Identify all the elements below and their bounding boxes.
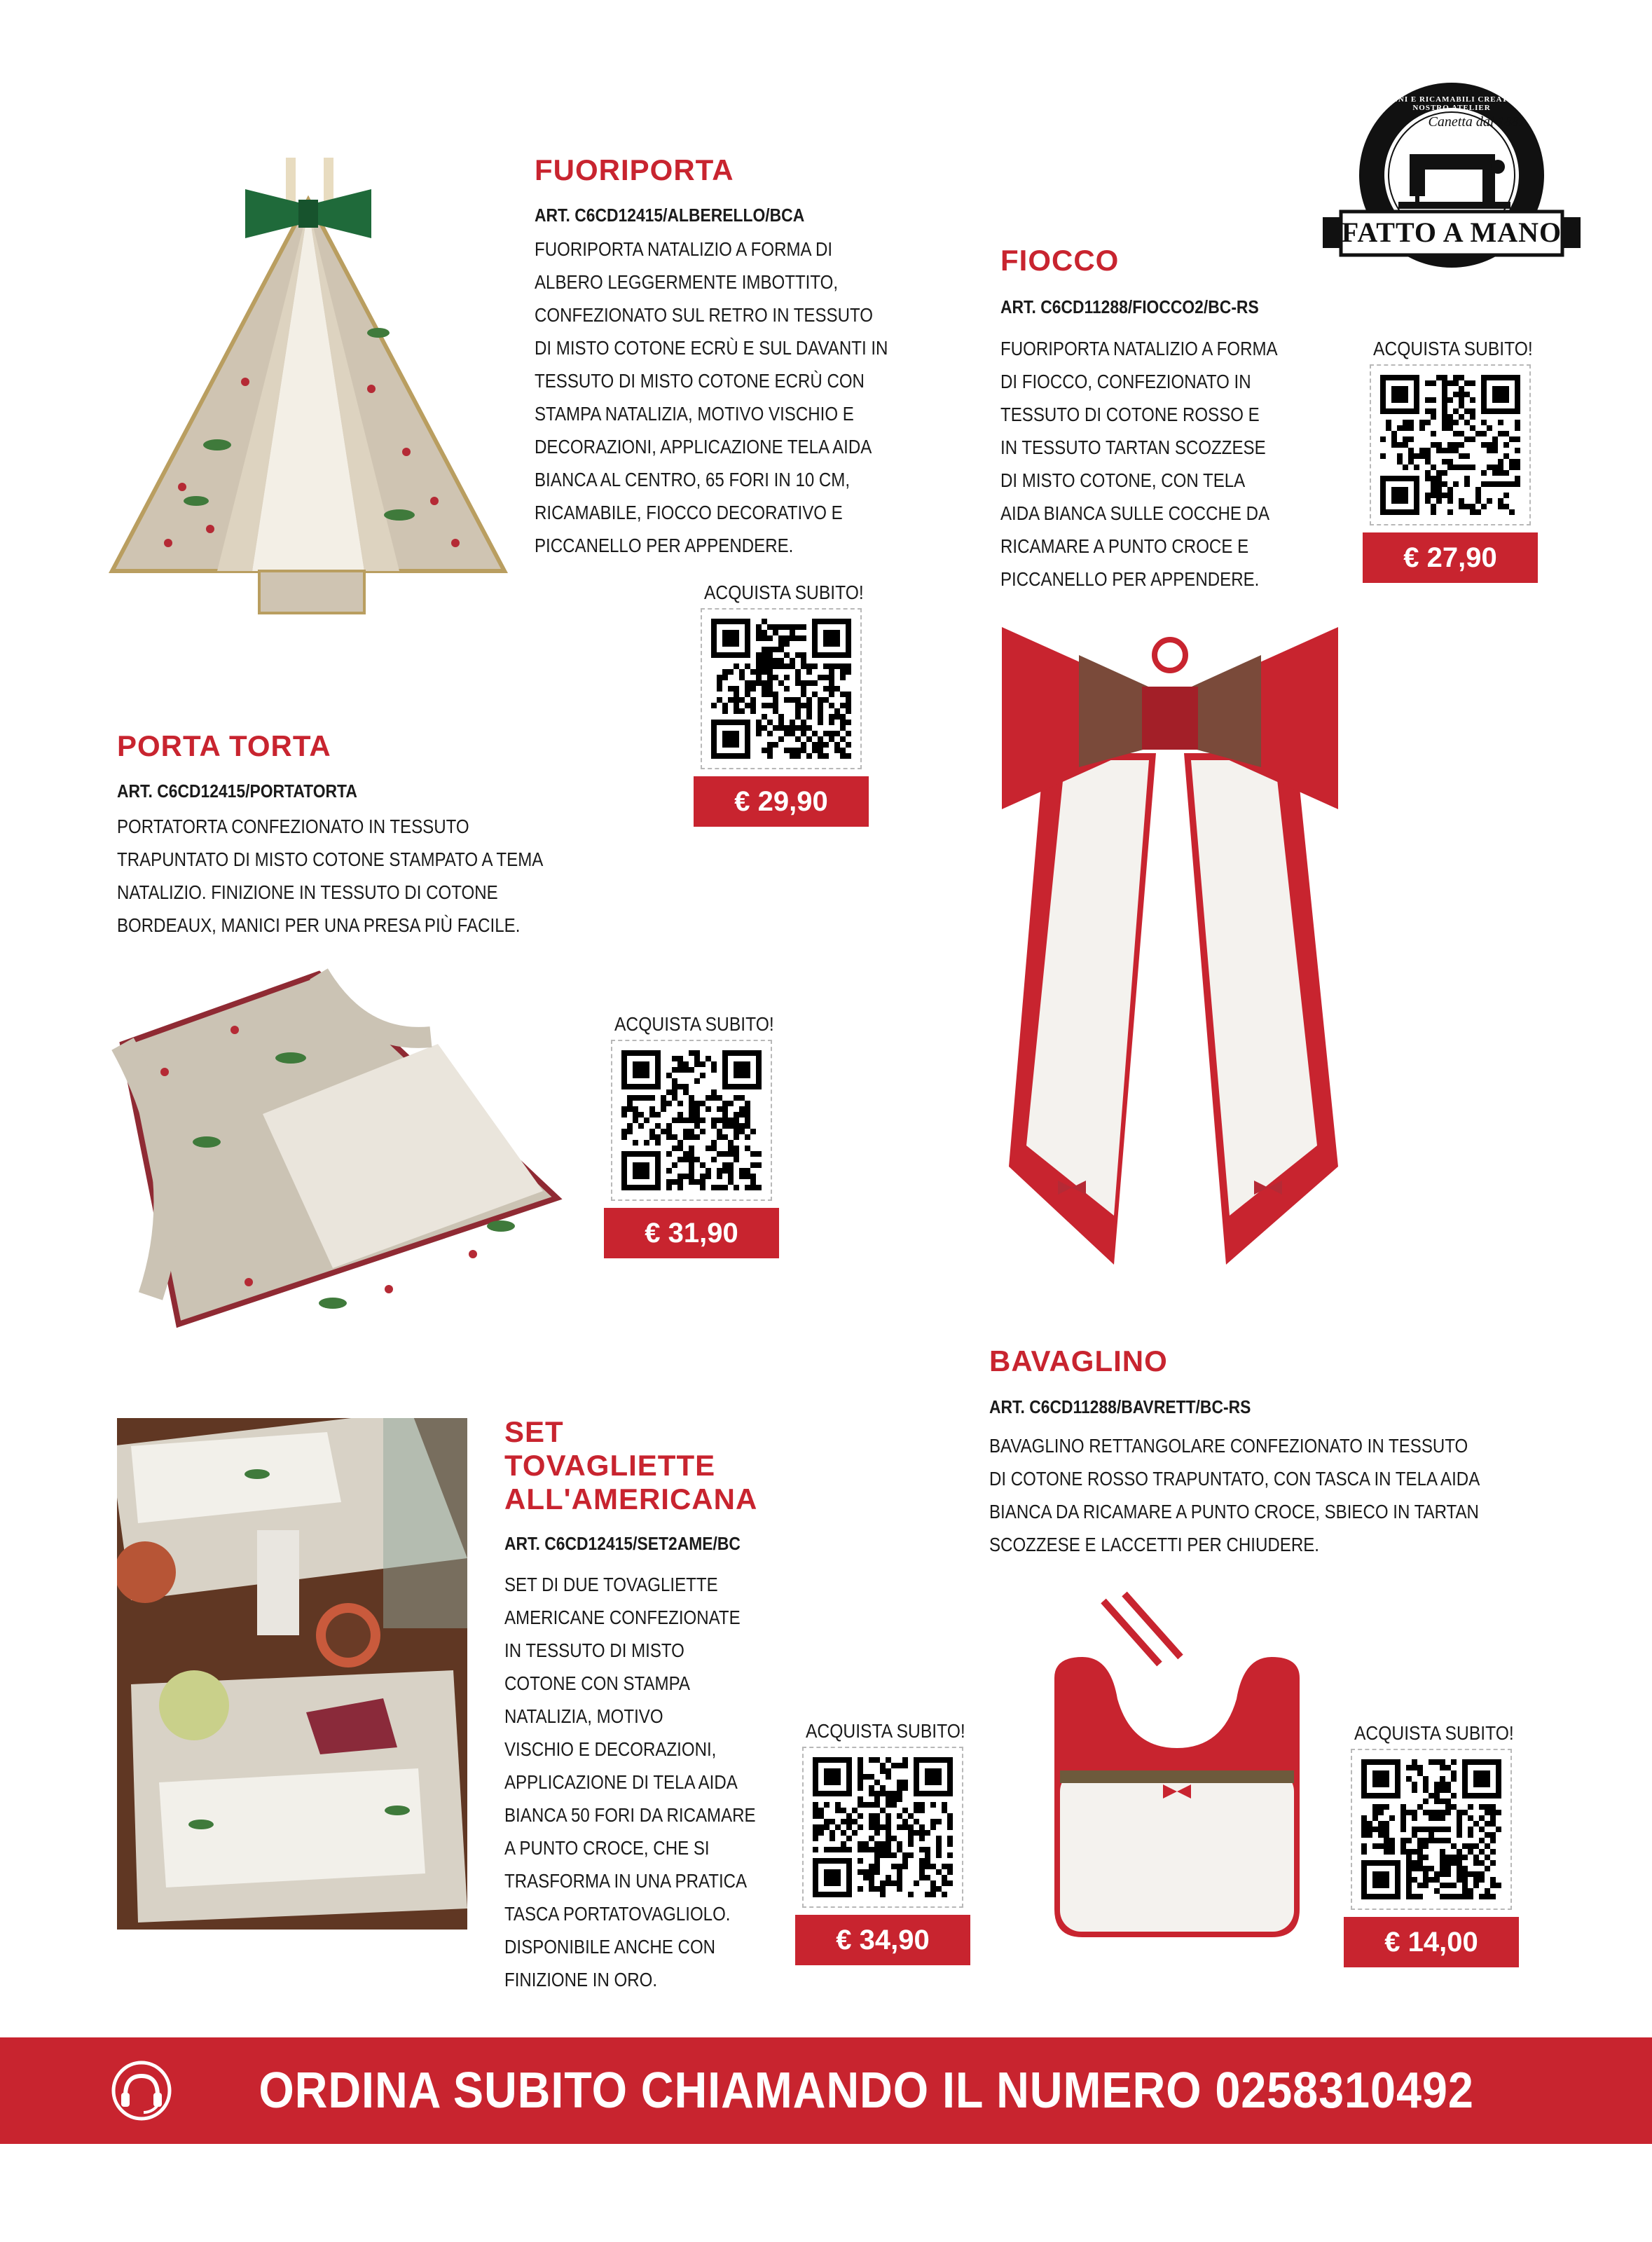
set-tovagliette-title: SET TOVAGLIETTE ALL'AMERICANA xyxy=(504,1415,758,1515)
bavaglino-description: BAVAGLINO RETTANGOLARE CONFEZIONATO IN TESSUTO DI COTONE ROSSO TRAPUNTATO, CON TASCA IN TELA AIDA BIANCA DA RICAMARE A PUNTO CROCE, SBIECO IN TARTAN SCOZZESE E LACCETTI PER CHIUDERE. xyxy=(989,1435,1480,1555)
qr-code-icon[interactable] xyxy=(1351,1749,1512,1910)
set-tovagliette-art-code: ART. C6CD12415/SET2AME/BC xyxy=(504,1533,741,1554)
acquista-subito-label: ACQUISTA SUBITO! xyxy=(614,1013,774,1035)
portatorta-title: PORTA TORTA xyxy=(117,729,331,762)
logo-signature: Canetta dal 1881 xyxy=(1428,114,1526,130)
acquista-subito-label: ACQUISTA SUBITO! xyxy=(1354,1722,1514,1744)
portatorta-product-image xyxy=(109,960,571,1338)
portatorta-art-code: ART. C6CD12415/PORTATORTA xyxy=(117,780,357,802)
fuoriporta-product-image xyxy=(105,151,518,634)
portatorta-price[interactable]: € 31,90 xyxy=(604,1208,779,1258)
fuoriporta-title: FUORIPORTA xyxy=(535,153,734,186)
bavaglino-price[interactable]: € 14,00 xyxy=(1344,1917,1519,1967)
bavaglino-art-code: ART. C6CD11288/BAVRETT/BC-RS xyxy=(989,1396,1251,1417)
portatorta-description: PORTATORTA CONFEZIONATO IN TESSUTO TRAPUNTATO DI MISTO COTONE STAMPATO A TEMA NATALIZIO. FINIZIONE IN TESSUTO DI COTONE BORDEAUX, MANICI PER UNA PRESA PIÙ FACILE. xyxy=(117,816,544,936)
order-phone-text: ORDINA SUBITO CHIAMANDO IL NUMERO 0258310492 xyxy=(259,2063,1475,2119)
qr-code-icon[interactable] xyxy=(701,608,862,769)
set-tovagliette-description: SET DI DUE TOVAGLIETTE AMERICANE CONFEZIONATE IN TESSUTO DI MISTO COTONE CON STAMPA NATALIZIA, MOTIVO VISCHIO E DECORAZIONI, APPLICAZIONE DI TELA AIDA BIANCA 50 FORI DA RICAMARE A PUNTO CROCE, CHE SI TRASFORMA IN UNA PRATICA TASCA PORTATOVAGLIOLO. DISPONIBILE ANCHE CON FINIZIONE IN ORO. xyxy=(504,1574,756,1990)
fuoriporta-buy-block xyxy=(694,582,869,827)
acquista-subito-label: ACQUISTA SUBITO! xyxy=(704,582,864,603)
set-tovagliette-product-image xyxy=(117,1418,467,1930)
set-tovagliette-buy-block xyxy=(795,1720,970,1965)
fuoriporta-price[interactable]: € 29,90 xyxy=(694,776,869,827)
logo-banner-text: FATTO A MANO xyxy=(1341,216,1562,248)
fiocco-product-image xyxy=(988,613,1352,1272)
acquista-subito-label: ACQUISTA SUBITO! xyxy=(1373,338,1533,359)
order-footer-banner[interactable] xyxy=(0,2037,1652,2144)
bavaglino-title: BAVAGLINO xyxy=(989,1344,1168,1377)
qr-code-icon[interactable] xyxy=(611,1040,772,1201)
acquista-subito-label: ACQUISTA SUBITO! xyxy=(806,1720,965,1742)
fuoriporta-art-code: ART. C6CD12415/ALBERELLO/BCA xyxy=(535,205,805,226)
logo-arc-text: DISEGNI E RICAMABILI CREATI DAL NOSTRO ATELIER xyxy=(1370,95,1533,112)
fiocco-art-code: ART. C6CD11288/FIOCCO2/BC-RS xyxy=(1000,296,1259,317)
fiocco-title: FIOCCO xyxy=(1000,244,1120,277)
fiocco-price[interactable]: € 27,90 xyxy=(1363,532,1538,583)
qr-code-icon[interactable] xyxy=(1370,364,1531,525)
bavaglino-product-image xyxy=(1040,1587,1314,1944)
portatorta-buy-block xyxy=(604,1013,779,1258)
qr-code-icon[interactable] xyxy=(802,1747,963,1908)
fatto-a-mano-logo xyxy=(1323,77,1581,287)
fuoriporta-description: FUORIPORTA NATALIZIO A FORMA DI ALBERO LEGGERMENTE IMBOTTITO, CONFEZIONATO SUL RETRO IN TESSUTO DI MISTO COTONE ECRÙ E SUL DAVANTI IN TESSUTO DI MISTO COTONE ECRÙ CON STAMPA NATALIZIA, MOTIVO VISCHIO E DECORAZIONI, APPLICAZIONE TELA AIDA BIANCA AL CENTRO, 65 FORI IN 10 CM, RICAMABILE, FIOCCO DECORATIVO E PICCANELLO PER APPENDERE. xyxy=(535,238,888,556)
fiocco-description: FUORIPORTA NATALIZIO A FORMA DI FIOCCO, CONFEZIONATO IN TESSUTO DI COTONE ROSSO E IN TESSUTO TARTAN SCOZZESE DI MISTO COTONE, CON TELA AIDA BIANCA SULLE COCCHE DA RICAMARE A PUNTO CROCE E PICCANELLO PER APPENDERE. xyxy=(1000,338,1278,590)
fiocco-buy-block xyxy=(1363,338,1538,583)
bavaglino-buy-block xyxy=(1344,1722,1519,1967)
set-tovagliette-price[interactable]: € 34,90 xyxy=(795,1915,970,1965)
headset-icon xyxy=(110,2059,173,2122)
